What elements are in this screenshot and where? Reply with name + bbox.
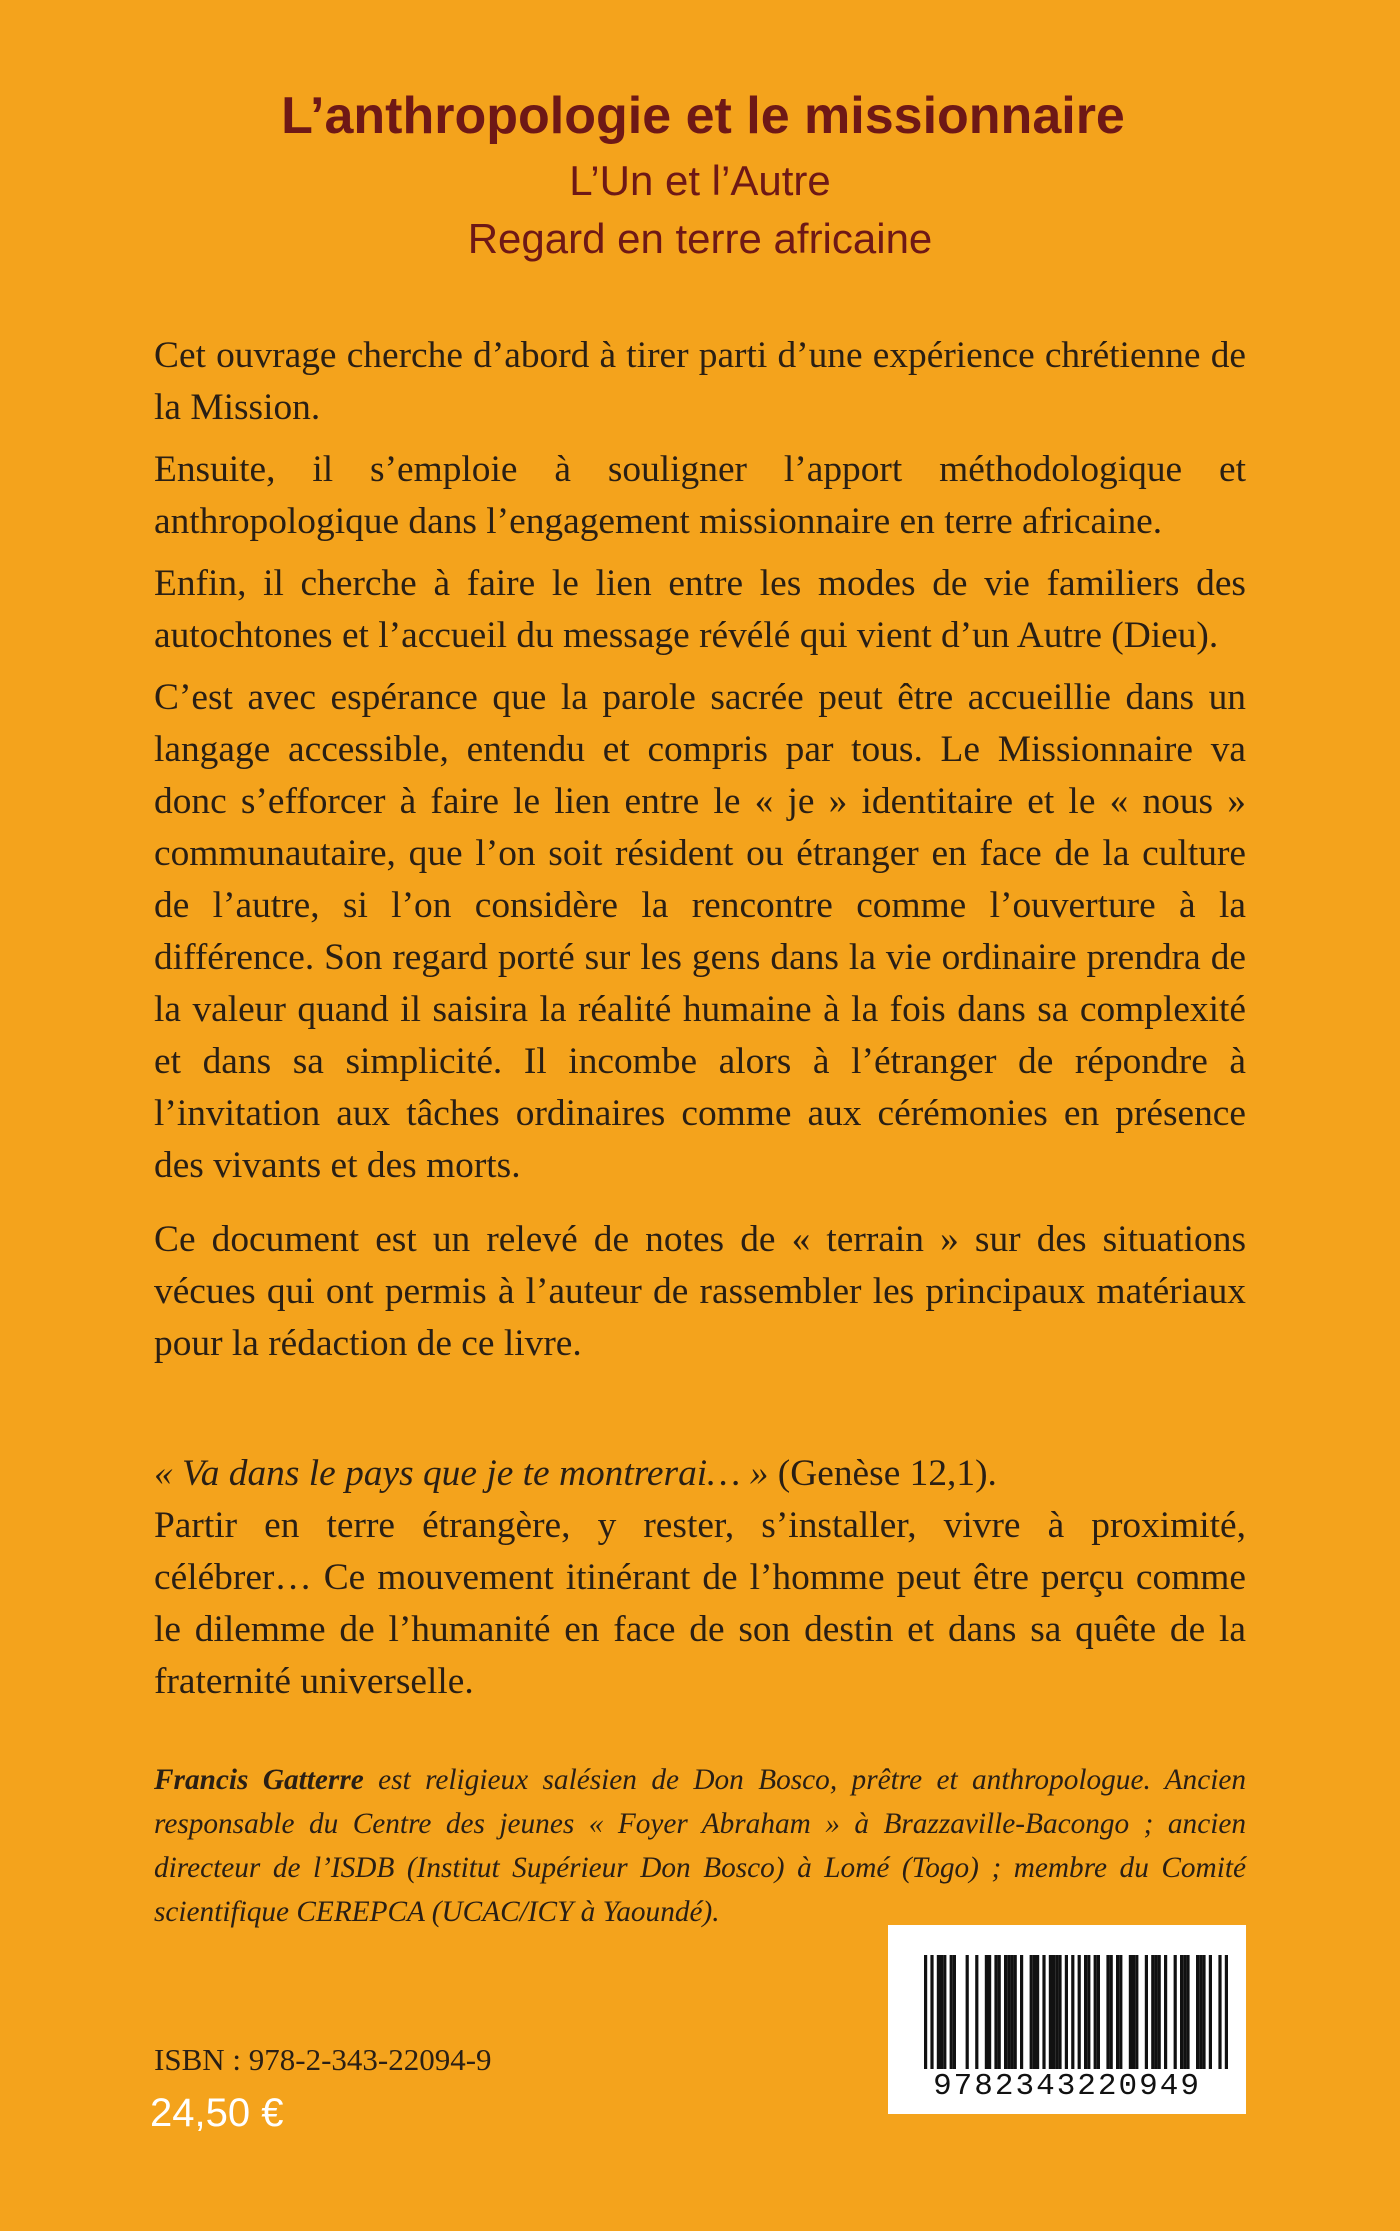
barcode-bar — [985, 1955, 988, 2069]
author-bio — [154, 1758, 1246, 1934]
barcode-bar — [1014, 1955, 1017, 2069]
barcode-bar — [924, 1955, 927, 2069]
quote-line — [154, 1448, 1246, 1500]
barcode-bar — [1030, 1955, 1033, 2069]
barcode-bar — [1116, 1955, 1119, 2069]
barcode-bar — [1049, 1955, 1052, 2069]
barcode-bar — [1094, 1955, 1097, 2069]
barcode-bar — [1004, 1955, 1007, 2069]
barcode-bar — [1186, 1955, 1189, 2069]
blurb-paragraph-4: C’est avec espérance que la parole sacrée peut être accueillie dans un langage accessible, entendu et compris par tous. Le Missionnaire va donc s’efforcer à faire le lien entre le « je » identitaire et le « nous » communautaire, que l’on soit résident ou étranger en face de la culture de l’autre, si l’on considère la rencontre comme l’ouverture à la différence. Son regard porté sur les gens dans la vie ordinaire prendra de la valeur quand il saisira la réalité humaine à la fois dans sa complexité et dans sa simplicité. Il incombe alors à l’étranger de répondre à l’invitation aux tâches ordinaires comme aux cérémonies en présence des vivants et des morts. — [154, 677, 1246, 1186]
barcode-bar — [1010, 1955, 1013, 2069]
barcode-bar — [1042, 1955, 1045, 2069]
barcode-bar — [1071, 1955, 1074, 2069]
barcode-bar — [1084, 1955, 1087, 2069]
barcode-bar — [1164, 1955, 1167, 2069]
barcode-bars — [888, 1925, 1246, 2075]
book-title: L’anthropologie et le missionnaire — [281, 87, 1125, 145]
barcode-bar — [953, 1955, 956, 2069]
barcode-bar — [937, 1955, 940, 2069]
barcode-bar — [988, 1955, 991, 2069]
barcode-bar — [943, 1955, 946, 2069]
barcode-bar — [1145, 1955, 1148, 2069]
barcode-bar — [1065, 1955, 1068, 2069]
barcode-bar — [930, 1955, 933, 2069]
barcode-bar — [1129, 1955, 1132, 2069]
barcode-bar — [1110, 1955, 1113, 2069]
barcode-bar — [1087, 1955, 1090, 2069]
barcode-bar — [1183, 1955, 1186, 2069]
barcode-bar — [1199, 1955, 1202, 2069]
barcode-bar — [1033, 1955, 1036, 2069]
barcode-bar — [998, 1955, 1001, 2069]
barcode-bar — [1225, 1955, 1228, 2069]
barcode-bar — [1209, 1955, 1212, 2069]
barcode-bar — [1196, 1955, 1199, 2069]
barcode-bar — [1106, 1955, 1109, 2069]
barcode-bar — [1055, 1955, 1058, 2069]
barcode-bar — [1052, 1955, 1055, 2069]
barcode-bar — [1119, 1955, 1122, 2069]
cover-title-block — [0, 80, 1400, 268]
barcode-bar — [975, 1955, 978, 2069]
barcode-bar — [1036, 1955, 1039, 2069]
barcode-bar — [1180, 1955, 1183, 2069]
barcode-bar — [1154, 1955, 1157, 2069]
blurb-paragraph-1: Cet ouvrage cherche d’abord à tirer parti d’une expérience chrétienne de la Mission. — [154, 335, 1246, 428]
barcode-bar — [1151, 1955, 1154, 2069]
author-name: Francis Gatterre — [154, 1764, 364, 1796]
barcode-bar — [1007, 1955, 1010, 2069]
barcode-bar — [1020, 1955, 1023, 2069]
barcode-bar — [940, 1955, 943, 2069]
barcode-bar — [966, 1955, 969, 2069]
author-description: est religieux salésien de Don Bosco, prêtre et anthropologue. Ancien responsable du Centre des jeunes « Foyer Abraham » à Brazzaville-Bacongo ; ancien directeur de l’ISDB (Institut Supérieur Don Bosco) à Lomé (Togo) ; membre du Comité scientifique CEREPCA (UCAC/ICY à Yaoundé). — [154, 1764, 1246, 1928]
barcode-bar — [994, 1955, 997, 2069]
book-subtitle-line2: Regard en terre africaine — [467, 215, 933, 262]
blurb-paragraph-5: Ce document est un relevé de notes de « terrain » sur des situations vécues qui ont permis à l’auteur de rassembler les principaux matériaux pour la rédaction de ce livre. — [154, 1219, 1246, 1364]
barcode-bar — [1132, 1955, 1135, 2069]
author-bio-text — [154, 1758, 1246, 1934]
barcode-bar — [1078, 1955, 1081, 2069]
quote-reference: (Genèse 12,1). — [768, 1453, 997, 1494]
isbn-label: ISBN : 978-2-343-22094-9 — [154, 2042, 492, 2077]
barcode-bar — [950, 1955, 953, 2069]
barcode-number: 9782343220949 — [933, 2069, 1201, 2104]
bible-quote: « Va dans le pays que je te montrerai… » — [154, 1453, 769, 1494]
price-label: 24,50 € — [150, 2091, 284, 2135]
barcode-bar — [1218, 1955, 1221, 2069]
blurb-paragraph-2: Ensuite, il s’emploie à souligner l’apport méthodologique et anthropologique dans l’engagement missionnaire en terre africaine. — [154, 449, 1246, 542]
barcode-bar — [1158, 1955, 1161, 2069]
blurb-paragraph-3: Enfin, il cherche à faire le lien entre les modes de vie familiers des autochtones et l’accueil du message révélé qui vient d’un Autre (Dieu). — [154, 563, 1246, 656]
barcode-bar — [1097, 1955, 1100, 2069]
quote-block — [154, 1448, 1246, 1708]
blurb-text — [154, 330, 1246, 1380]
barcode — [888, 1925, 1246, 2114]
quote-continuation: Partir en terre étrangère, y rester, s’installer, vivre à proximité, célébrer… Ce mouvement itinérant de l’homme peut être perçu comme le dilemme de l’humanité en face de son destin et dans sa quête de la fraternité universelle. — [154, 1505, 1246, 1702]
barcode-bar — [1058, 1955, 1061, 2069]
barcode-bar — [1135, 1955, 1138, 2069]
barcode-bar — [1202, 1955, 1205, 2069]
book-subtitle-line1: L’Un et l’Autre — [569, 157, 831, 204]
barcode-bar — [1174, 1955, 1177, 2069]
